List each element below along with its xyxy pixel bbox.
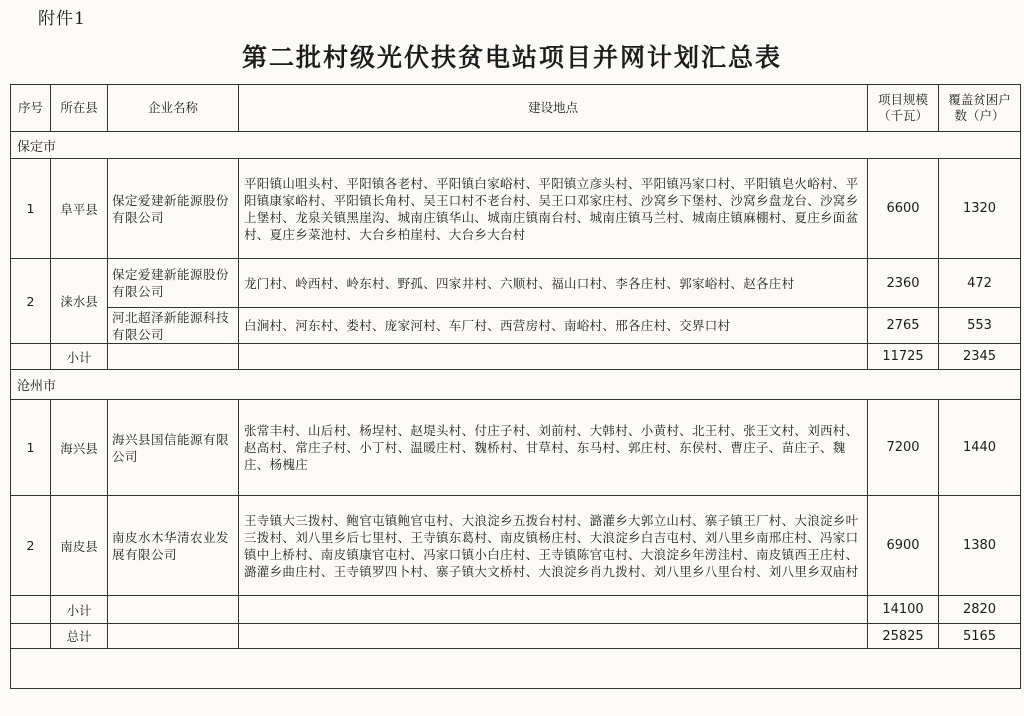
row-scale: 7200 bbox=[868, 400, 939, 496]
total-scale: 25825 bbox=[868, 624, 939, 649]
row-no: 2 bbox=[11, 259, 51, 344]
table-row bbox=[11, 259, 1021, 308]
blank-row bbox=[11, 649, 1021, 689]
subtotal-households: 2820 bbox=[939, 596, 1021, 624]
row-households: 1440 bbox=[939, 400, 1021, 496]
subtotal-row bbox=[11, 596, 1021, 624]
row-company: 海兴县国信能源有限公司 bbox=[108, 400, 239, 496]
row-households: 553 bbox=[939, 308, 1021, 344]
section-row bbox=[11, 132, 1021, 159]
row-scale: 6900 bbox=[868, 496, 939, 596]
row-location: 王寺镇大三拨村、鲍官屯镇鲍官屯村、大浪淀乡五拨台村村、潞灌乡大郭立山村、寨子镇王厂村、大浪淀乡叶三拨村、刘八里乡后七里村、王寺镇东葛村、南皮镇杨庄村、大浪淀乡白吉屯村、刘八里乡南邢庄村、冯家口镇中上桥村、南皮镇康官屯村、冯家口镇小白庄村、王寺镇陈官屯村、大浪淀乡年涝洼村、南皮镇西王庄村、潞灌乡曲庄村、王寺镇罗四卜村、寨子镇大文桥村、大浪淀乡肖九拨村、刘八里乡八里台村、刘八里乡双庙村 bbox=[239, 496, 868, 596]
header-scale: 项目规模（千瓦） bbox=[868, 85, 939, 132]
subtotal-row bbox=[11, 344, 1021, 370]
row-scale: 6600 bbox=[868, 159, 939, 259]
page-title: 第二批村级光伏扶贫电站项目并网计划汇总表 bbox=[241, 43, 782, 72]
section-name: 沧州市 bbox=[11, 370, 1021, 400]
section-row bbox=[11, 370, 1021, 400]
row-households: 1380 bbox=[939, 496, 1021, 596]
header-no: 序号 bbox=[11, 85, 51, 132]
subtotal-households: 2345 bbox=[939, 344, 1021, 370]
total-label: 总计 bbox=[51, 624, 108, 649]
row-location: 龙门村、岭西村、岭东村、野孤、四家井村、六顺村、福山口村、李各庄村、郭家峪村、赵各庄村 bbox=[239, 259, 868, 308]
row-households: 472 bbox=[939, 259, 1021, 308]
attachment-label: 附件1 bbox=[38, 9, 86, 29]
row-location: 白涧村、河东村、娄村、庞家河村、车厂村、西营房村、南峪村、邢各庄村、交界口村 bbox=[239, 308, 868, 344]
row-scale: 2360 bbox=[868, 259, 939, 308]
total-households: 5165 bbox=[939, 624, 1021, 649]
header-households: 覆盖贫困户数（户） bbox=[939, 85, 1021, 132]
table-row bbox=[11, 308, 1021, 344]
header-company: 企业名称 bbox=[108, 85, 239, 132]
row-county: 阜平县 bbox=[51, 159, 108, 259]
row-county: 海兴县 bbox=[51, 400, 108, 496]
row-scale: 2765 bbox=[868, 308, 939, 344]
row-company: 河北超泽新能源科技有限公司 bbox=[108, 308, 239, 344]
row-company: 南皮水木华清农业发展有限公司 bbox=[108, 496, 239, 596]
subtotal-scale: 11725 bbox=[868, 344, 939, 370]
table-row bbox=[11, 400, 1021, 496]
row-no: 1 bbox=[11, 400, 51, 496]
row-no: 2 bbox=[11, 496, 51, 596]
subtotal-label: 小计 bbox=[51, 596, 108, 624]
total-row bbox=[11, 624, 1021, 649]
header-county: 所在县 bbox=[51, 85, 108, 132]
row-company: 保定爱建新能源股份有限公司 bbox=[108, 259, 239, 308]
subtotal-scale: 14100 bbox=[868, 596, 939, 624]
row-location: 张常丰村、山后村、杨埕村、赵堤头村、付庄子村、刘前村、大韩村、小黄村、北王村、张王文村、刘西村、赵高村、常庄子村、小丁村、温暖庄村、魏桥村、甘草村、东马村、郭庄村、东侯村、曹庄子、苗庄子、魏庄、杨槐庄 bbox=[239, 400, 868, 496]
table-header-row bbox=[11, 85, 1021, 132]
row-location: 平阳镇山咀头村、平阳镇各老村、平阳镇白家峪村、平阳镇立彦头村、平阳镇冯家口村、平阳镇皂火峪村、平阳镇康家峪村、平阳镇长角村、吴王口村不老台村、吴王口邓家庄村、沙窝乡下堡村、沙窝乡盘龙台、沙窝乡上堡村、龙泉关镇黑崖沟、城南庄镇华山、城南庄镇南台村、城南庄镇马兰村、城南庄镇麻棚村、夏庄乡面盆村、夏庄乡菜池村、大台乡柏崖村、大台乡大台村 bbox=[239, 159, 868, 259]
row-no: 1 bbox=[11, 159, 51, 259]
row-county: 南皮县 bbox=[51, 496, 108, 596]
table-row bbox=[11, 496, 1021, 596]
summary-table bbox=[10, 84, 1021, 689]
header-location: 建设地点 bbox=[239, 85, 868, 132]
row-company: 保定爱建新能源股份有限公司 bbox=[108, 159, 239, 259]
section-name: 保定市 bbox=[11, 132, 1021, 159]
row-households: 1320 bbox=[939, 159, 1021, 259]
subtotal-label: 小计 bbox=[51, 344, 108, 370]
row-county: 涞水县 bbox=[51, 259, 108, 344]
table-row bbox=[11, 159, 1021, 259]
